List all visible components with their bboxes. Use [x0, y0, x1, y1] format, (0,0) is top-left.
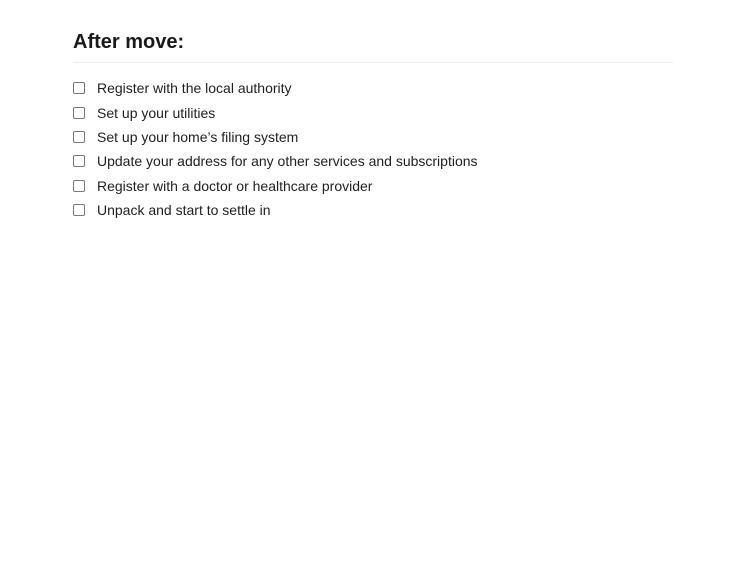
- checklist-item-filing-system[interactable]: [73, 125, 673, 149]
- checklist-page: [73, 28, 673, 222]
- page-title: After move:: [73, 31, 185, 53]
- checkbox[interactable]: [73, 131, 85, 143]
- checklist-item-label: Set up your home’s filing system: [97, 128, 299, 145]
- checklist-item-set-up-utilities[interactable]: [73, 100, 673, 124]
- checklist-item-register-doctor[interactable]: [73, 174, 673, 198]
- checklist-item-label: Set up your utilities: [97, 104, 216, 121]
- checklist-item-label: Update your address for any other services and subscriptions: [97, 153, 478, 170]
- checkbox[interactable]: [73, 180, 85, 192]
- checkbox[interactable]: [73, 82, 85, 94]
- checklist-item-label: Register with a doctor or healthcare provider: [97, 177, 373, 194]
- checklist-item-label: Unpack and start to settle in: [97, 202, 271, 219]
- checklist-item-label: Register with the local authority: [97, 80, 292, 97]
- checklist-item-unpack[interactable]: [73, 198, 673, 222]
- checkbox[interactable]: [73, 155, 85, 167]
- title-divider: [73, 62, 673, 63]
- checkbox[interactable]: [73, 107, 85, 119]
- checklist-item-update-address[interactable]: [73, 149, 673, 173]
- checkbox[interactable]: [73, 204, 85, 216]
- after-move-checklist: [73, 76, 673, 222]
- checklist-item-register-local-authority[interactable]: [73, 76, 673, 100]
